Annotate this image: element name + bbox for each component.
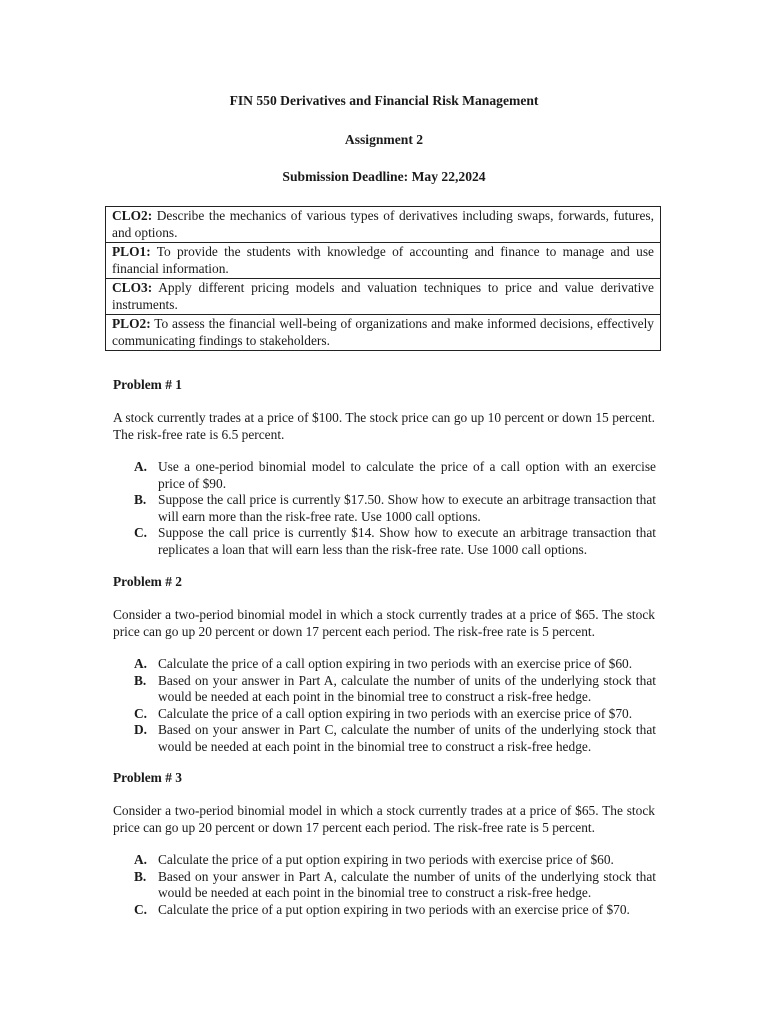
problem-2-text: Consider a two-period binomial model in which a stock currently trades at a price of $65. The stock price can go up 20 percent or down 17 percent each period. The risk-free rate is 5 percent. <box>113 607 655 639</box>
part-letter: C. <box>134 705 148 721</box>
outcome-text: Apply different pricing models and valuation techniques to price and value derivative instruments. <box>112 280 654 312</box>
problem-3-text: Consider a two-period binomial model in which a stock currently trades at a price of $65. The stock price can go up 20 percent or down 17 percent each period. The risk-free rate is 5 percent. <box>113 803 655 835</box>
part-text: Calculate the price of a call option expiring in two periods with an exercise price of $70. <box>158 705 633 721</box>
part-text: Use a one-period binomial model to calculate the price of a call option with an exercise price of $90. <box>158 459 656 491</box>
part-letter: A. <box>134 459 148 474</box>
submission-deadline: Submission Deadline: May 22,2024 <box>282 169 486 184</box>
problem-1-text: A stock currently trades at a price of $100. The stock price can go up 10 percent or down 15 percent. The risk-free rate is 6.5 percent. <box>113 410 655 442</box>
outcome-row-clo2 <box>106 207 660 243</box>
course-title: FIN 550 Derivatives and Financial Risk Management <box>229 93 539 108</box>
part-text: Suppose the call price is currently $14. Show how to execute an arbitrage transaction that replicates a loan that will earn less than the risk-free rate. Use 1000 call options. <box>158 525 656 557</box>
part-text: Calculate the price of a put option expiring in two periods with an exercise price of $70. <box>158 901 630 917</box>
part-letter: A. <box>134 852 148 867</box>
outcome-text: To provide the students with knowledge of accounting and finance to manage and use financial information. <box>112 244 654 276</box>
problem-1-parts <box>134 459 656 558</box>
part-letter: D. <box>134 722 148 737</box>
list-item <box>134 869 656 902</box>
learning-outcomes-table <box>105 206 661 351</box>
outcome-code: CLO3: <box>112 280 153 295</box>
list-item <box>134 525 656 558</box>
outcome-code: PLO2: <box>112 316 151 331</box>
outcome-row-plo2 <box>106 315 660 350</box>
problem-3-title: Problem # 3 <box>113 770 182 785</box>
part-letter: B. <box>134 672 147 688</box>
assignment-title: Assignment 2 <box>344 132 424 147</box>
outcome-row-plo1 <box>106 243 660 279</box>
list-item <box>134 673 656 706</box>
outcome-text: Describe the mechanics of various types of derivatives including swaps, forwards, futures, and options. <box>112 208 654 240</box>
list-item <box>134 492 656 525</box>
part-letter: B. <box>134 492 147 507</box>
list-item <box>134 852 656 869</box>
part-text: Suppose the call price is currently $17.50. Show how to execute an arbitrage transaction that will earn more than the risk-free rate. Use 1000 call options. <box>158 492 656 524</box>
part-text: Calculate the price of a put option expiring in two periods with exercise price of $60. <box>158 852 614 867</box>
outcome-text: To assess the financial well-being of organizations and make informed decisions, effectively communicating findings to stakeholders. <box>112 316 655 348</box>
list-item <box>134 902 656 919</box>
part-letter: B. <box>134 868 147 884</box>
problem-1-title: Problem # 1 <box>113 377 182 392</box>
list-item <box>134 656 656 673</box>
list-item <box>134 459 656 492</box>
problem-3-parts <box>134 852 656 918</box>
part-text: Based on your answer in Part C, calculate the number of units of the underlying stock that would be needed at each point in the binomial tree to construct a risk-free hedge. <box>158 722 656 754</box>
part-letter: C. <box>134 901 148 917</box>
outcome-code: CLO2: <box>112 208 153 223</box>
problem-2-parts <box>134 656 656 755</box>
part-text: Based on your answer in Part A, calculate the number of units of the underlying stock that would be needed at each point in the binomial tree to construct a risk-free hedge. <box>158 868 656 900</box>
list-item <box>134 706 656 723</box>
outcome-row-clo3 <box>106 279 660 315</box>
part-text: Based on your answer in Part A, calculate the number of units of the underlying stock that would be needed at each point in the binomial tree to construct a risk-free hedge. <box>158 672 656 704</box>
part-letter: A. <box>134 656 148 671</box>
list-item <box>134 722 656 755</box>
part-letter: C. <box>134 525 148 540</box>
outcome-code: PLO1: <box>112 244 151 259</box>
part-text: Calculate the price of a call option expiring in two periods with an exercise price of $60. <box>158 656 633 671</box>
problem-2-title: Problem # 2 <box>113 574 182 589</box>
